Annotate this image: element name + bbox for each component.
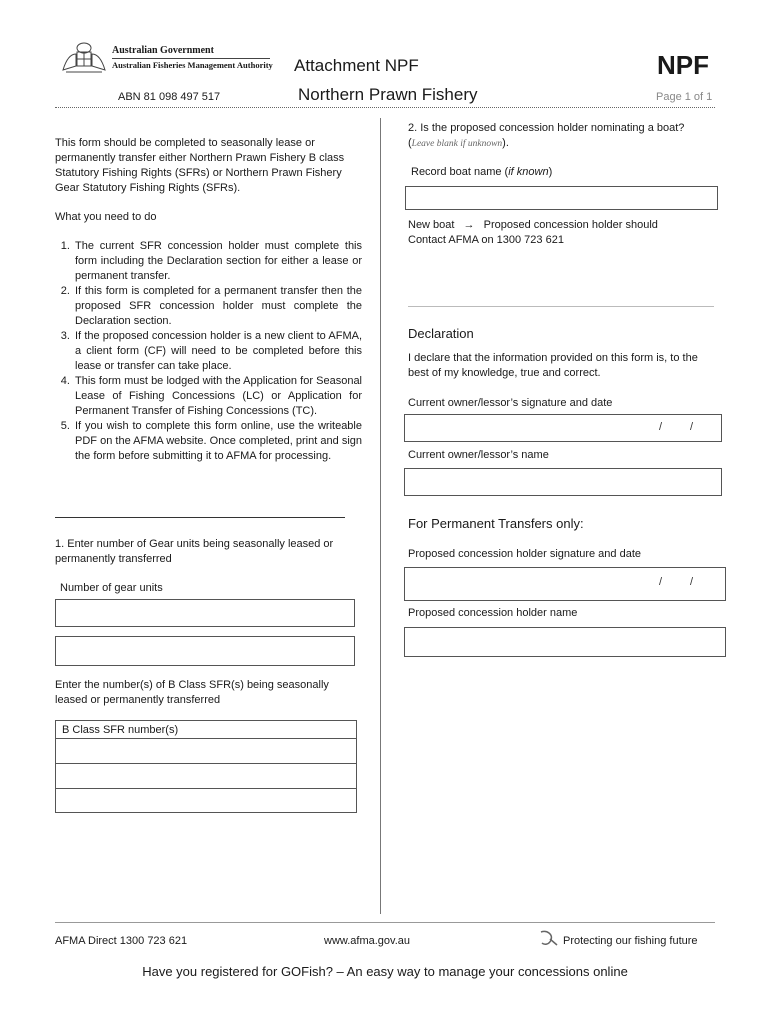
sfr-table — [55, 720, 357, 813]
owner-name-input[interactable] — [404, 468, 722, 496]
page-number: Page 1 of 1 — [656, 91, 713, 103]
sfr-table-header: B Class SFR number(s) — [62, 724, 179, 736]
footer-divider — [55, 922, 715, 923]
column-divider — [380, 118, 381, 914]
q2-hint-text: Leave blank if unknown — [411, 139, 503, 149]
step-item: 1. The current SFR concession holder must complete this form including the Declaration section for either a lease or permanent transfer. — [73, 239, 362, 284]
section-divider — [408, 306, 714, 307]
fish-logo-icon — [539, 928, 559, 948]
proposed-name-input[interactable] — [404, 627, 726, 657]
footer-website[interactable]: www.afma.gov.au — [324, 935, 411, 947]
step-item: 4. This form must be lodged with the Application for Seasonal Lease of Fishing Concessions (LC) or Application for Permanent Transfer of Fishing Concessions (TC). — [73, 374, 362, 419]
form-subtitle: Northern Prawn Fishery — [298, 85, 478, 104]
sfr-row-1[interactable] — [56, 738, 356, 764]
proposed-signature-input[interactable]: / / — [404, 567, 726, 601]
permanent-transfers-heading: For Permanent Transfers only: — [408, 516, 584, 531]
new-boat-note: New boat → Proposed concession holder should Contact AFMA on 1300 723 621 — [408, 219, 658, 246]
q2-hint: (Leave blank if unknown). — [408, 137, 509, 149]
intro-text: This form should be completed to seasonally lease or permanently transfer either Northern Prawn Fishery B class Statutory Fishing Rights (SFRs) or Northern Prawn Fishery Gear Statutory Fishing Rights (SFRs). — [55, 137, 345, 194]
boat-name-label: Record boat name (if known) — [411, 166, 553, 178]
owner-signature-label: Current owner/lessor’s signature and date — [408, 397, 613, 409]
sfr-row-2[interactable] — [56, 763, 356, 789]
section-divider — [55, 517, 345, 518]
owner-name-label: Current owner/lessor’s name — [408, 449, 549, 461]
proposed-signature-label: Proposed concession holder signature and date — [408, 548, 641, 560]
steps-list — [55, 239, 362, 464]
q2-text: 2. Is the proposed concession holder nominating a boat? — [408, 122, 685, 134]
abn: ABN 81 098 497 517 — [118, 91, 221, 103]
declaration-text: I declare that the information provided on this form is, to the best of my knowledge, true and correct. — [408, 352, 698, 379]
gear-units-label: Number of gear units — [60, 582, 163, 594]
sfr-row-3[interactable] — [56, 788, 356, 814]
gofish-banner: Have you registered for GOFish? – An easy way to manage your concessions online — [142, 964, 628, 979]
arrow-right-icon: → — [463, 219, 475, 231]
need-heading: What you need to do — [55, 211, 157, 223]
gear-units-input-1[interactable] — [55, 599, 355, 627]
gear-units-input-2[interactable] — [55, 636, 355, 666]
boat-name-input[interactable] — [405, 186, 718, 210]
declaration-heading: Declaration — [408, 326, 474, 341]
header-divider — [55, 107, 715, 108]
footer-phone: AFMA Direct 1300 723 621 — [55, 935, 188, 947]
form-code: NPF — [657, 50, 709, 80]
sfr-prompt: Enter the number(s) of B Class SFR(s) being seasonally leased or permanently transferred — [55, 679, 329, 706]
form-title: Attachment NPF — [294, 56, 419, 75]
owner-signature-input[interactable]: / / — [404, 414, 722, 442]
footer-tagline: Protecting our fishing future — [563, 935, 698, 947]
coat-of-arms-icon — [60, 40, 108, 74]
step-item: 2. If this form is completed for a permanent transfer then the proposed SFR concession holder must complete the Declaration section. — [73, 284, 362, 329]
proposed-name-label: Proposed concession holder name — [408, 607, 578, 619]
step-item: 5. If you wish to complete this form online, use the writeable PDF on the AFMA website. Once completed, print and sign the form before submitting it to AFMA for processing. — [73, 419, 362, 464]
q1-text: 1. Enter number of Gear units being seasonally leased or permanently transferred — [55, 538, 334, 565]
step-item: 3. If the proposed concession holder is a new client to AFMA, a client form (CF) will need to be completed before this lease or transfer can take place. — [73, 329, 362, 374]
agency-name: Australian Fisheries Management Authority — [112, 60, 273, 70]
gov-name: Australian Government — [112, 45, 214, 56]
